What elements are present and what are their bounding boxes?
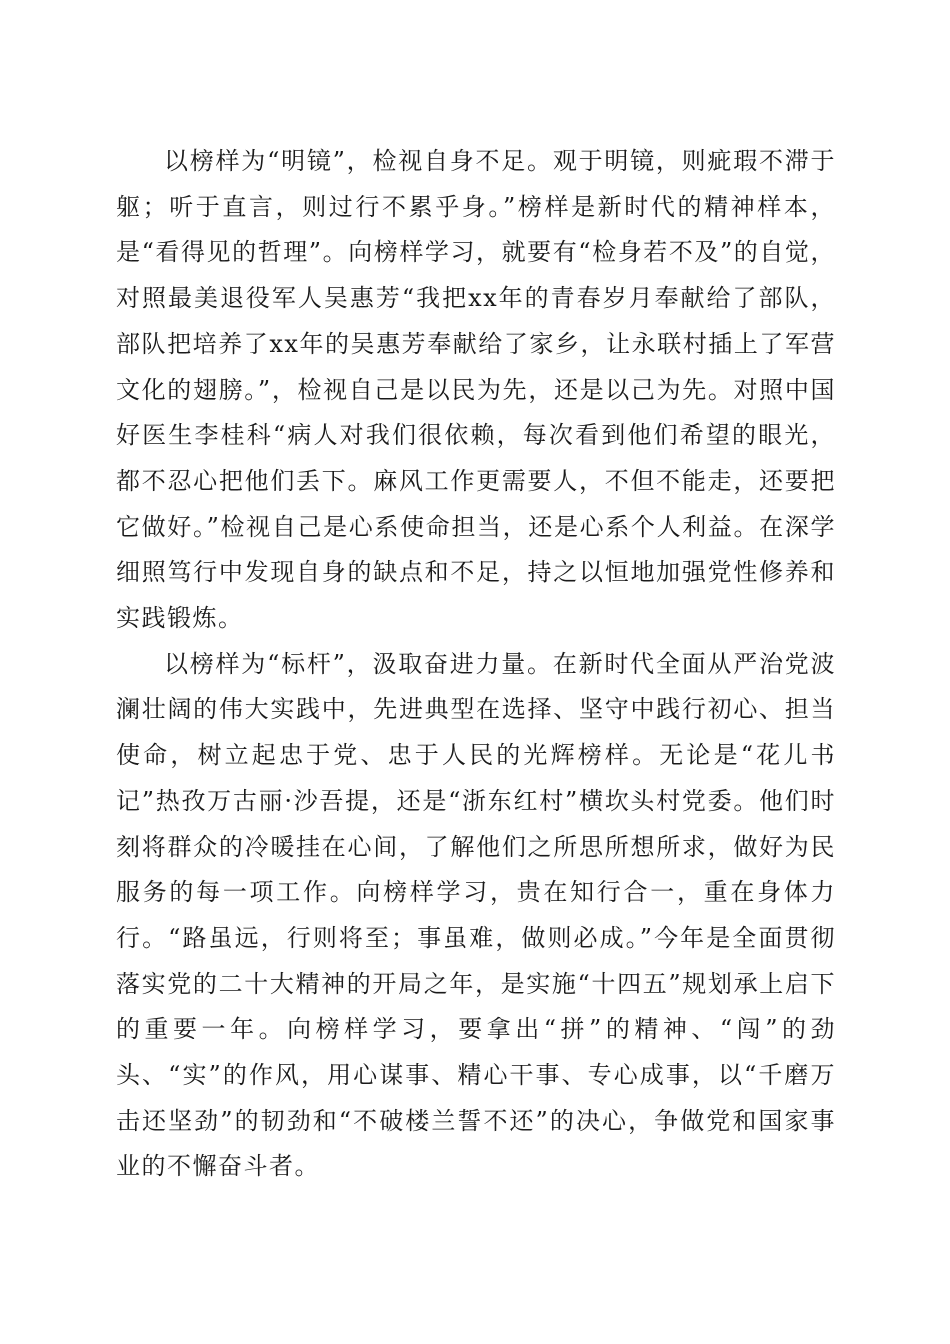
paragraph-mirror: 以榜样为“明镜”，检视自身不足。观于明镜，则疵瑕不滞于躯；听于直言，则过行不累乎身。”榜样是新时代的精神样本，是“看得见的哲理”。向榜样学习，就要有“检身若不及”的自觉，对照最美退役军人吴惠芳“我把xx年的青春岁月奉献给了部队，部队把培养了xx年的吴惠芳奉献给了家乡，让永联村插上了军营文化的翅膀。”，检视自己是以民为先，还是以己为先。对照中国好医生李桂科“病人对我们很依赖，每次看到他们希望的眼光，都不忍心把他们丢下。麻风工作更需要人，不但不能走，还要把它做好。”检视自己是心系使命担当，还是心系个人利益。在深学细照笃行中发现自身的缺点和不足，持之以恒地加强党性修养和实践锻炼。 — [116, 147, 836, 633]
document-body — [116, 139, 836, 1190]
paragraph-benchmark: 以榜样为“标杆”，汲取奋进力量。在新时代全面从严治党波澜壮阔的伟大实践中，先进典型在选择、坚守中践行初心、担当使命，树立起忠于党、忠于人民的光辉榜样。无论是“花儿书记”热孜万古丽·沙吾提，还是“浙东红村”横坎头村党委。他们时刻将群众的冷暖挂在心间，了解他们之所思所想所求，做好为民服务的每一项工作。向榜样学习，贵在知行合一，重在身体力行。“路虽远，行则将至；事虽难，做则必成。”今年是全面贯彻落实党的二十大精神的开局之年，是实施“十四五”规划承上启下的重要一年。向榜样学习，要拿出“拼”的精神、“闯”的劲头、“实”的作风，用心谋事、精心干事、专心成事，以“千磨万击还坚劲”的韧劲和“不破楼兰誓不还”的决心，争做党和国家事业的不懈奋斗者。 — [116, 649, 836, 1181]
